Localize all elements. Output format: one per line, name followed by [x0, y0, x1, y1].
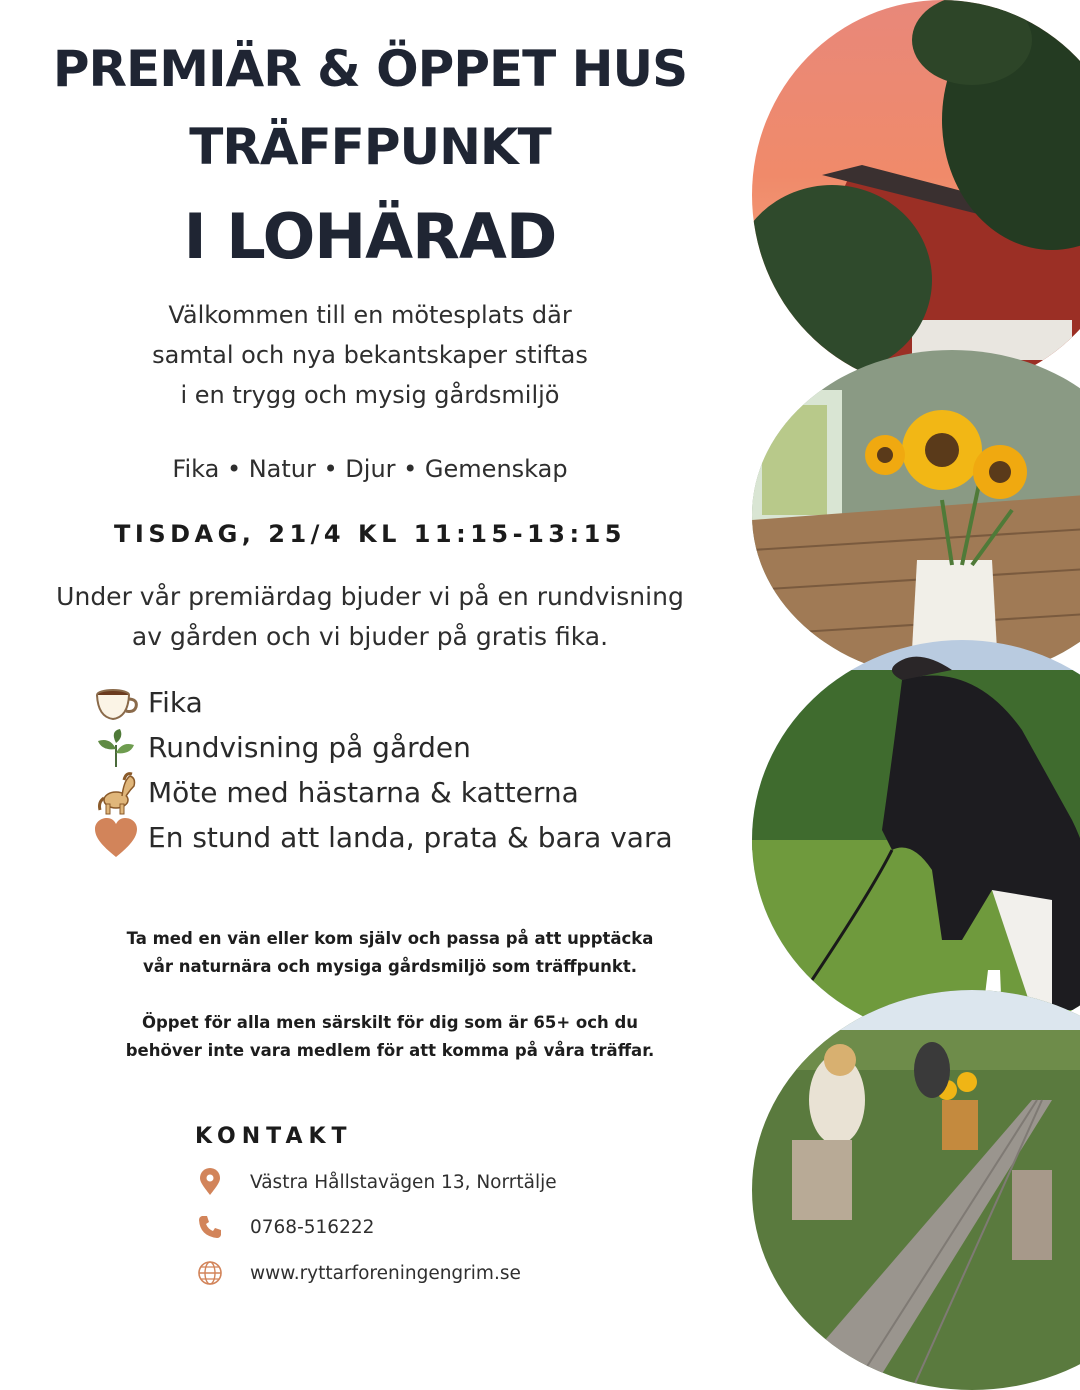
- activity-item: [92, 770, 712, 815]
- barn-photo: [752, 0, 1080, 390]
- activity-item: [92, 680, 712, 725]
- event-datetime: TISDAG, 21/4 KL 11:15-13:15: [114, 520, 626, 548]
- intro-text: [40, 295, 700, 415]
- intro-line: Välkommen till en mötesplats där: [168, 301, 572, 329]
- tags-line: Fika • Natur • Djur • Gemenskap: [172, 455, 568, 483]
- note-line: behöver inte vara medlem för att komma på våra träffar.: [125, 1041, 655, 1060]
- phone-icon: [196, 1212, 224, 1242]
- title-line-2: TRÄFFPUNKT: [189, 118, 551, 176]
- heart-icon: [92, 815, 140, 860]
- note-line: vår naturnära och mysiga gårdsmiljö som träffpunkt.: [142, 957, 638, 976]
- intro-line: samtal och nya bekantskaper stiftas: [152, 341, 588, 369]
- address-text: Västra Hållstavägen 13, Norrtälje: [250, 1171, 557, 1193]
- leaf-sprout-icon: [92, 725, 140, 770]
- contact-address: [196, 1167, 557, 1197]
- activity-list: [92, 680, 712, 860]
- horse-photo: [752, 640, 1080, 1040]
- globe-icon: [196, 1258, 224, 1288]
- note-line: Öppet för alla men särskilt för dig som är 65+ och du: [141, 1013, 639, 1032]
- pony-icon: [92, 770, 140, 815]
- sunflower-photo: [752, 350, 1080, 680]
- activity-label: En stund att landa, prata & bara vara: [148, 821, 673, 854]
- audience-note: [60, 1009, 720, 1065]
- premiere-line: av gården och vi bjuder på gratis fika.: [131, 622, 609, 651]
- activity-item: [92, 725, 712, 770]
- note-line: Ta med en vän eller kom själv och passa på att upptäcka: [126, 929, 654, 948]
- contact-heading: KONTAKT: [195, 1124, 353, 1149]
- invitation-note: [60, 925, 720, 981]
- location-pin-icon: [196, 1167, 224, 1197]
- coffee-cup-icon: [92, 680, 140, 725]
- contact-phone[interactable]: [196, 1212, 374, 1242]
- intro-line: i en trygg och mysig gårdsmiljö: [180, 381, 560, 409]
- activity-label: Rundvisning på gården: [148, 731, 471, 764]
- premiere-text: [40, 577, 700, 657]
- title-line-1: PREMIÄR & ÖPPET HUS: [52, 40, 688, 98]
- contact-website[interactable]: [196, 1258, 521, 1288]
- table-photo: [752, 990, 1080, 1390]
- activity-label: Fika: [148, 686, 203, 719]
- activity-item: [92, 815, 712, 860]
- premiere-line: Under vår premiärdag bjuder vi på en rundvisning: [56, 582, 684, 611]
- website-text[interactable]: www.ryttarforeningengrim.se: [250, 1262, 521, 1284]
- title-line-3: I LOHÄRAD: [183, 200, 557, 273]
- activity-label: Möte med hästarna & katterna: [148, 776, 579, 809]
- phone-text[interactable]: 0768-516222: [250, 1216, 375, 1238]
